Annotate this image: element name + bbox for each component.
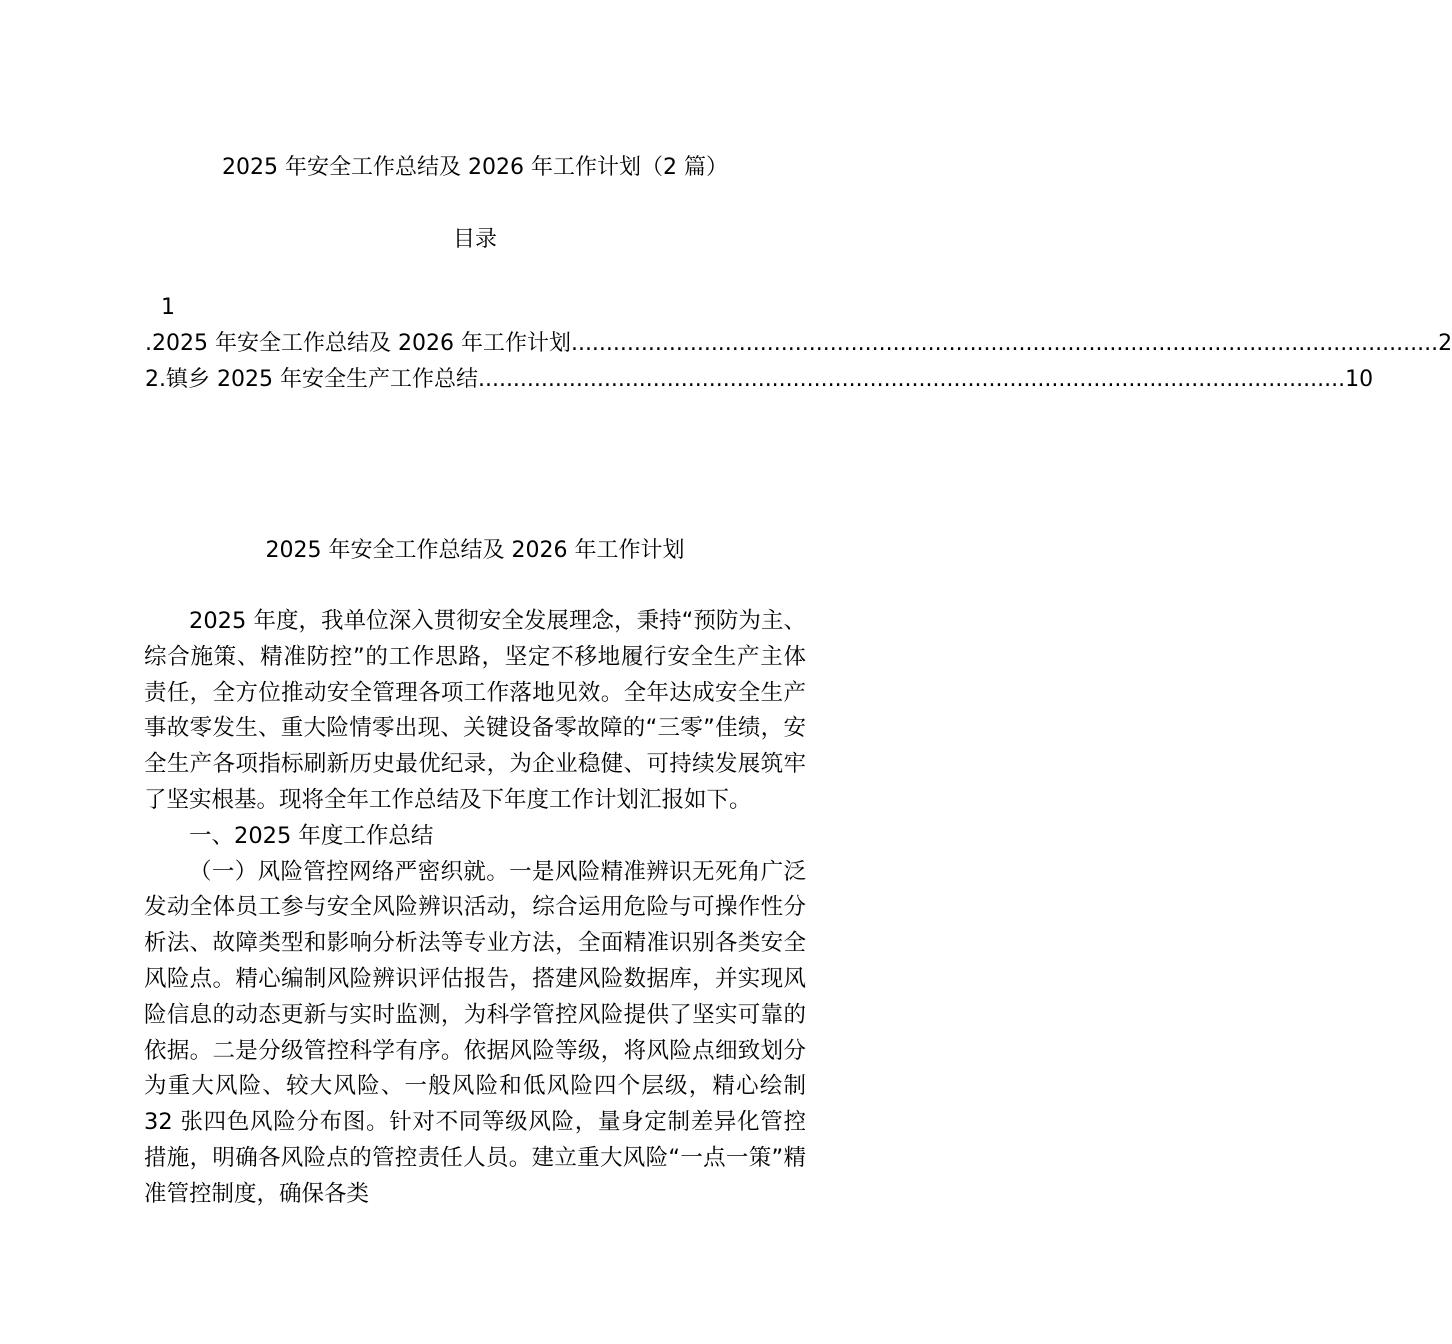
section-title: 2025 年安全工作总结及 2026 年工作计划 (265, 538, 685, 563)
intro-paragraph: 2025 年度，我单位深入贯彻安全发展理念，秉持“预防为主、综合施策、精准防控”的工作思路，坚定不移地履行安全生产主体责任，全方位推动安全管理各项工作落地见效。全年达成安全生产事故零发生、重大险情零出现、关键设备零故障的“三零”佳绩，安全生产各项指标刷新历史最优纪录，为企业稳健、可持续发展筑牢了坚实根基。现将全年工作总结及下年度工作计划汇报如下。 (144, 608, 806, 813)
toc-first-number: 1 (161, 295, 175, 320)
toc-entry[interactable] (145, 362, 1374, 398)
toc-dot-leader: ............................................................................................................................ (477, 367, 1346, 392)
toc-entry-label: 2.镇乡 2025 年安全生产工作总结 (145, 367, 478, 392)
document-body (144, 604, 806, 1213)
document-title: 2025 年安全工作总结及 2026 年工作计划（2 篇） (222, 155, 728, 180)
table-of-contents (145, 290, 1452, 398)
toc-dot-leader: ............................................................................................................................ (570, 331, 1439, 356)
sub-section-paragraph: （一）风险管控网络严密织就。一是风险精准辨识无死角广泛发动全体员工参与安全风险辨识活动，综合运用危险与可操作性分析法、故障类型和影响分析法等专业方法，全面精准识别各类安全风险点。精心编制风险辨识评估报告，搭建风险数据库，并实现风险信息的动态更新与实时监测，为科学管控风险提供了坚实可靠的依据。二是分级管控科学有序。依据风险等级，将风险点细致划分为重大风险、较大风险、一般风险和低风险四个层级，精心绘制 32 张四色风险分布图。针对不同等级风险，量身定制差异化管控措施，明确各风险点的管控责任人员。建立重大风险“一点一策”精准管控制度，确保各类 (144, 858, 806, 1207)
toc-entry-page: 2 (1438, 331, 1452, 356)
toc-entry-page: 10 (1345, 367, 1374, 392)
toc-heading: 目录 (452, 227, 497, 252)
toc-entry[interactable] (145, 326, 1452, 362)
toc-entry-label: .2025 年安全工作总结及 2026 年工作计划 (145, 331, 571, 356)
heading-level-1: 一、2025 年度工作总结 (189, 822, 434, 849)
